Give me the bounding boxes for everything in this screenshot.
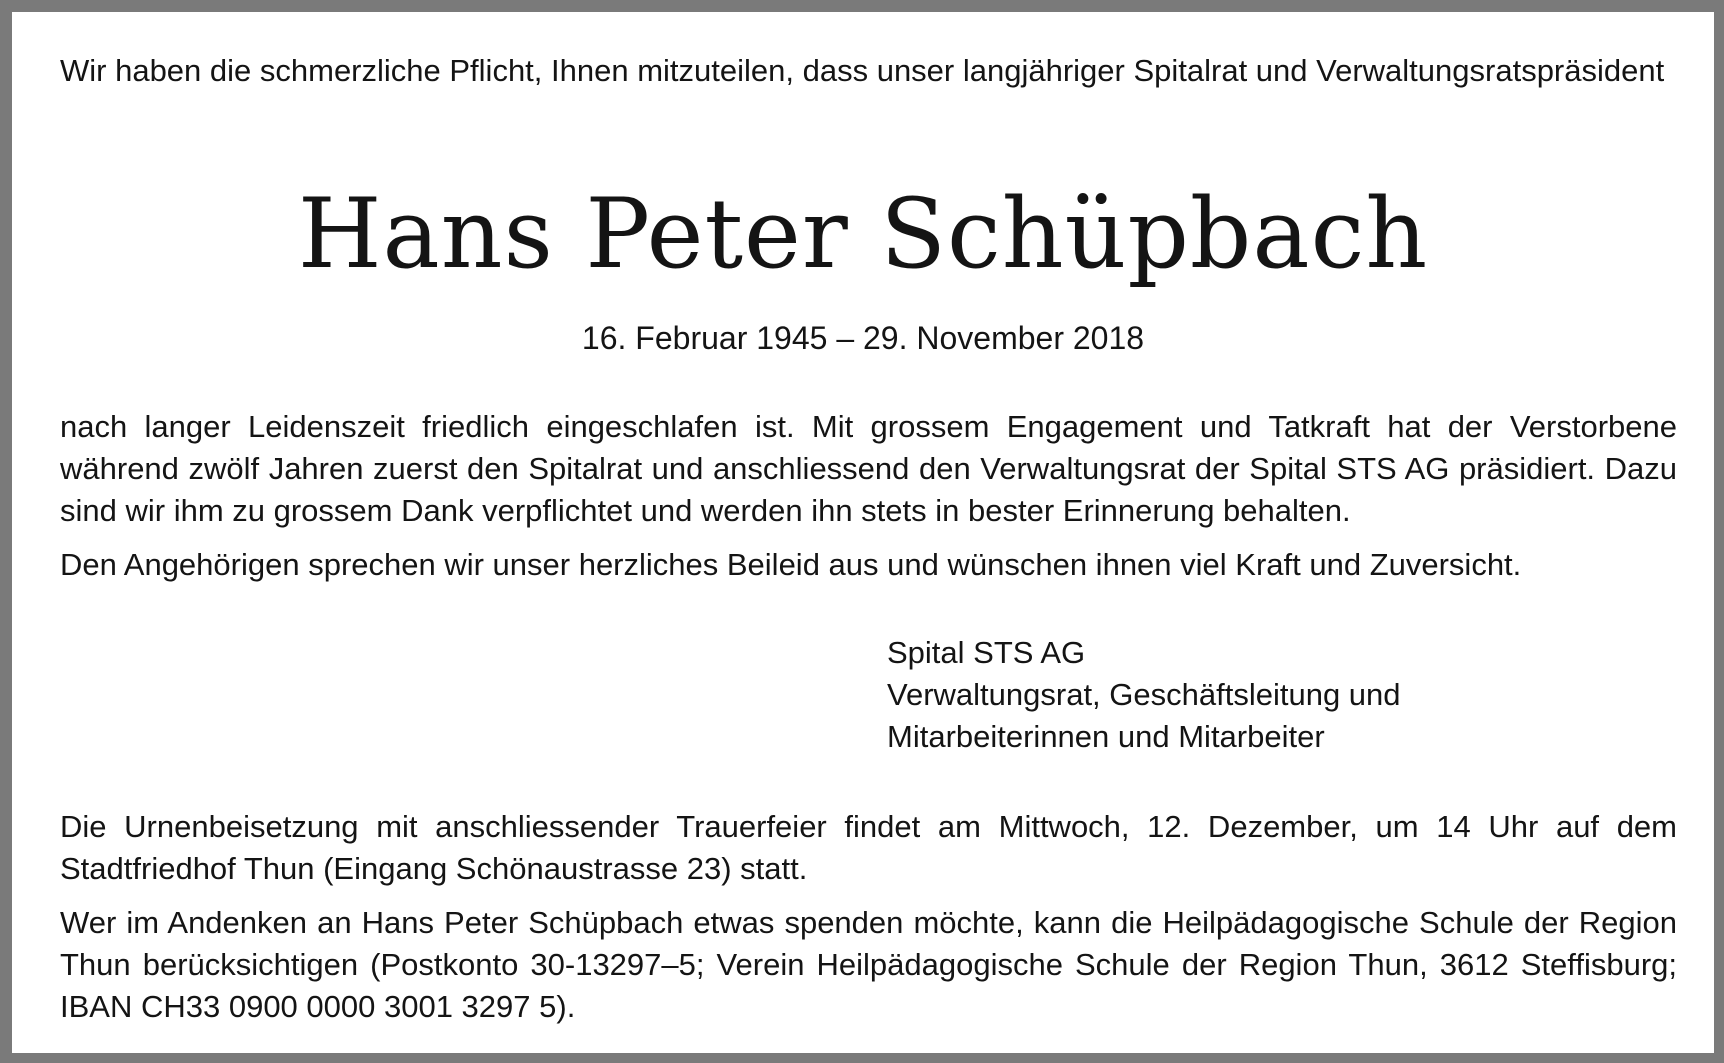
condolence-text: Den Angehörigen sprechen wir unser herzliches Beileid aus und wünschen ihnen viel Kraft und Zuversicht.: [60, 547, 1522, 582]
signature-staff: Mitarbeiterinnen und Mitarbeiter: [887, 719, 1325, 754]
tribute-text: nach langer Leidenszeit friedlich eingeschlafen ist. Mit grossem Engagement und Tatkraft hat der Verstorbene während zwölf Jahren zuerst den Spitalrat und anschliessend den Verwaltungsrat der Spital STS AG präsidiert. Dazu sind wir ihm zu grossem Dank verpflichtet und werden ihn stets in bester Erinnerung behalten.: [60, 409, 1677, 528]
donation-text: Wer im Andenken an Hans Peter Schüpbach etwas spenden möchte, kann die Heilpädagogische Schule der Region Thun berücksichtigen (Postkonto 30-13297–5; Verein Heilpädagogische Schule der Region Thun, 3612 Steffisburg; IBAN CH33 0900 0000 3001 3297 5).: [60, 905, 1677, 1024]
signature-organization: Spital STS AG: [887, 635, 1086, 670]
signature-block: [887, 632, 1401, 758]
life-dates: 16. Februar 1945 – 29. November 2018: [581, 320, 1145, 356]
intro-text: Wir haben die schmerzliche Pflicht, Ihnen mitzuteilen, dass unser langjähriger Spitalrat und Verwaltungsratspräsident: [60, 53, 1665, 88]
ceremony-text: Die Urnenbeisetzung mit anschliessender Trauerfeier findet am Mittwoch, 12. Dezember, um 14 Uhr auf dem Stadtfriedhof Thun (Eingang Schönaustrasse 23) statt.: [60, 809, 1677, 886]
deceased-name: Hans Peter Schüpbach: [297, 178, 1429, 290]
signature-board: Verwaltungsrat, Geschäftsleitung und: [887, 677, 1401, 712]
